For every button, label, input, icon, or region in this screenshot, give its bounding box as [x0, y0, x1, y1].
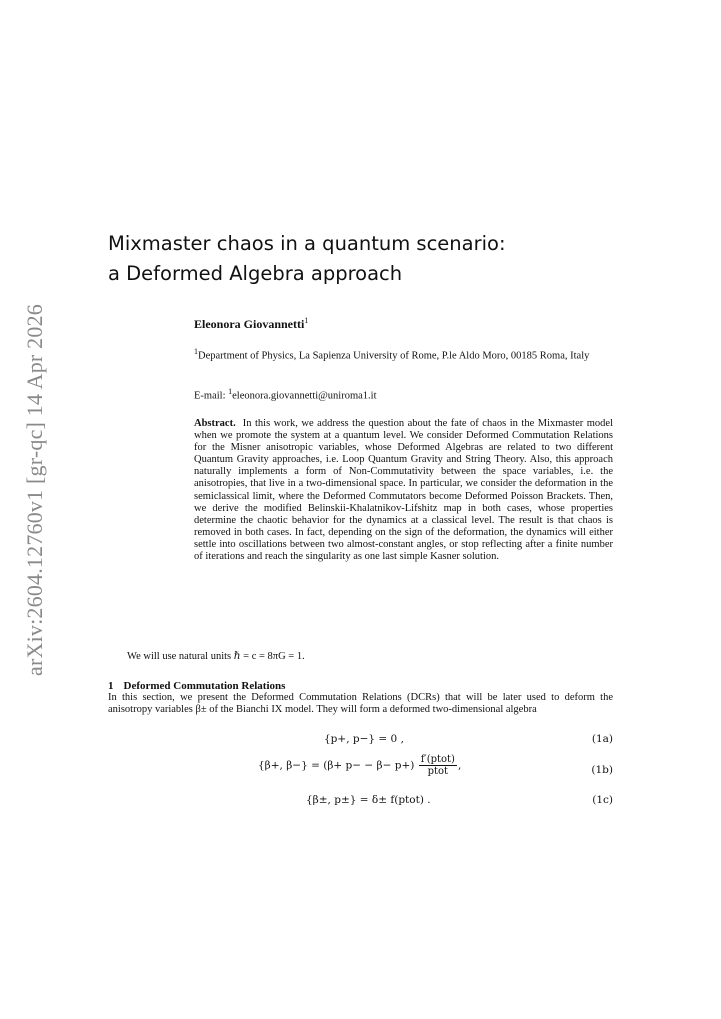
arxiv-sidebar [20, 300, 50, 680]
affiliation-text: Department of Physics, La Sapienza University of Rome, P.le Aldo Moro, 00185 Roma, Italy [198, 350, 590, 362]
title-line-2: a Deformed Algebra approach [108, 262, 403, 285]
title-line-1: Mixmaster chaos in a quantum scenario: [108, 232, 506, 255]
section-title: Deformed Commutation Relations [123, 680, 286, 692]
email-superscript: 1 [228, 387, 233, 396]
abstract-text: In this work, we address the question about the fate of chaos in the Mixmaster model when we promote the system at a quantum level. We consider Deformed Commutation Relations for the Misner anisotropic variables, whose Deformed Algebras are related to two different Quantum Gravity approaches, i.e. Loop Quantum Gravity and String Theory. Also, this approach naturally implements a form of Non-Commutativity between the space variables, i.e. the anisotropies, that live in a two-dimensional space. In particular, we consider the deformation in the semiclassical limit, where the Deformed Commutators become Deformed Poisson Brackets. Then, we derive the modified Belinskii-Khalatnikov-Lifshitz map in both cases, whose properties determine the chaotic behavior for the dynamics at a classical level. The result is that chaos is removed in both cases. In fact, depending on the sign of the deformation, the dynamics will either settle into oscillations between two almost-constant angles, or stop reflecting after a finite number of iterations and reach the singularity as one last simple Kasner solution. [194, 418, 613, 563]
arxiv-identifier: arXiv:2604.12760v1 [gr-qc] 14 Apr 2026 [22, 304, 47, 676]
units-note: We will use natural units ℏ = c = 8πG = 1. [127, 651, 305, 662]
affiliation-superscript: 1 [194, 347, 198, 356]
email-line [194, 387, 377, 402]
abstract-label: Abstract. [194, 418, 236, 429]
equation-1c-tag: (1c) [592, 794, 613, 806]
email-label: E-mail: [194, 390, 226, 402]
author-superscript: 1 [304, 316, 309, 325]
equation-1a-body: {p+, p−} = 0 , [324, 733, 404, 745]
equation-1b [108, 752, 613, 788]
author [194, 316, 308, 332]
section-heading [108, 680, 285, 692]
equation-1b-left: {β+, β−} = (β+ p− − β− p+) [258, 759, 415, 772]
equation-1b-body [258, 754, 461, 777]
section-number: 1 [108, 680, 114, 692]
equation-1b-numerator: f′(ptot) [420, 754, 455, 765]
equation-1b-comma: , [457, 759, 462, 772]
equation-1b-denominator: ptot [427, 766, 449, 777]
affiliation [194, 345, 614, 363]
equation-1b-fraction [419, 754, 457, 777]
author-name: Eleonora Giovannetti [194, 317, 305, 331]
section-paragraph: In this section, we present the Deformed Commutation Relations (DCRs) that will be later used to deform the anisotropy variables β± of the Bianchi IX model. They will form a deformed two-dimensional algebra [108, 692, 613, 715]
email-address: eleonora.giovannetti@uniroma1.it [232, 390, 377, 402]
paper-title [108, 229, 608, 289]
equation-1c-body: {β±, p±} = δ± f(ptot) . [306, 794, 431, 806]
abstract [194, 418, 613, 563]
equation-1b-tag: (1b) [591, 764, 613, 776]
equation-1a-tag: (1a) [591, 733, 613, 745]
equation-1a [108, 733, 613, 749]
equation-1c [108, 794, 613, 810]
